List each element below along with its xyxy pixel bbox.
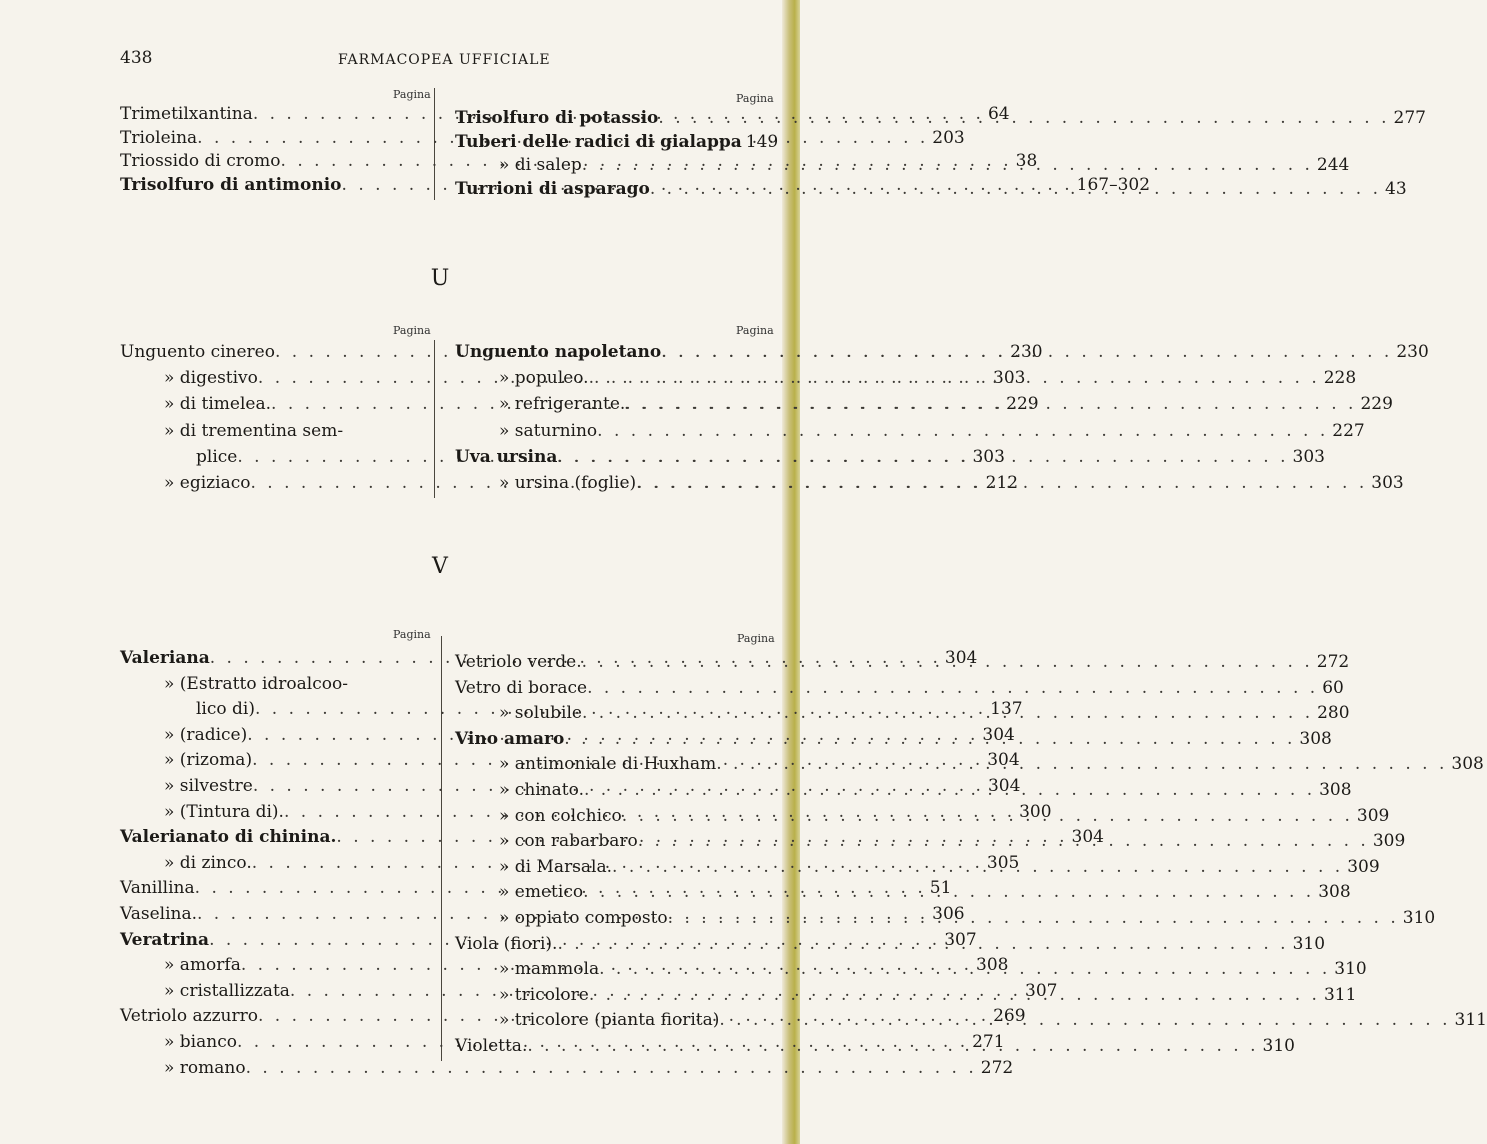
pagina-label: Pagina [736,324,774,337]
entry-name: » (Estratto idroalcoo- [164,673,348,694]
leader-dots [599,959,1330,981]
index-entry [120,674,472,696]
leader-dots [661,342,1392,364]
leader-dots [348,674,468,696]
entry-page: 229 [1006,394,1039,415]
leader-dots [343,421,468,443]
entry-page: 304 [944,648,978,668]
pagina-label: Pagina [393,324,431,337]
pagina-label: Pagina [393,88,431,101]
entry-page: 304 [982,724,1015,745]
page-number: 438 [120,48,153,68]
leader-dots [650,179,1381,201]
entry-page: 137 [990,699,1023,720]
entry-page: 303 [993,368,1026,389]
entry-name: » solubile [499,703,582,724]
entry-name: » (rizoma) [164,750,253,771]
entry-name: » con colchico [499,805,622,826]
entry-page: 212 [985,473,1019,493]
index-entry [455,446,1325,469]
index-entry [455,420,1365,443]
entry-page: 303 [1292,446,1325,467]
leader-dots [638,831,1369,853]
entry-page: 271 [972,1032,1005,1052]
entry-page: 309 [1347,856,1380,877]
entry-page: 230 [1396,342,1429,362]
entry-name: Vino amaro [455,728,565,749]
entry-page: 303 [1371,473,1404,493]
entry-name: Tuberi delle radici di gialappa [455,131,742,152]
entry-page: 307 [1025,980,1058,1001]
index-entry [120,1057,1014,1080]
entry-page: 310 [1292,933,1326,954]
entry-page: 311 [1454,1010,1487,1031]
index-entry [455,677,1344,700]
entry-name: » antimoniale di Huxham [499,754,717,775]
entry-name: Trioleina [120,127,198,148]
entry-page: 203 [932,127,965,148]
entry-name: » di zinco. [164,852,252,873]
entry-page: 310 [1334,959,1367,980]
leader-dots [597,421,1328,443]
index-entry [455,394,1393,416]
leader-dots [658,108,1389,130]
leader-dots [583,882,1314,904]
entry-name: Trisolfuro di antimonio [120,174,342,195]
section-letter: V [432,554,448,579]
leader-dots [636,473,1367,495]
entry-name: » populeo. [499,368,589,389]
entry-page: 272 [980,1057,1014,1078]
entry-page: 228 [1323,368,1357,389]
entry-name: Veratrina [120,929,210,950]
pagina-label: Pagina [736,92,774,105]
entry-page: 309 [1372,831,1406,852]
entry-name: Vanillina [120,878,195,899]
entry-name: » emetico [499,882,584,903]
entry-page: 64 [987,104,1010,124]
entry-page: 305 [986,852,1020,873]
entry-name: Unguento napoletano [455,342,662,362]
entry-name: » (radice) [164,724,248,745]
entry-name: Trimetilxantina [120,104,253,124]
leader-dots [527,1036,1258,1058]
entry-name: Valeriana [120,648,210,668]
entry-page: 304 [987,750,1020,771]
entry-name: » (Tintura di). [164,801,284,822]
entry-page: 307 [944,929,977,950]
entry-page: 304 [1071,827,1104,848]
index-entry [120,421,472,443]
entry-page: 280 [1317,703,1350,724]
entry-name: » egiziaco [164,473,251,493]
leader-dots [589,985,1320,1007]
entry-page: 306 [932,904,965,924]
entry-page: 227 [1332,420,1365,441]
entry-name: » chinato. [499,780,584,800]
leader-dots [612,857,1343,879]
entry-page: 272 [1316,652,1350,672]
index-entry [455,131,779,154]
entry-page: 310 [1402,908,1436,928]
leader-dots [587,678,1318,700]
entry-page: 310 [1262,1036,1295,1056]
leader-dots [625,394,1356,416]
entry-page: 149 [745,131,779,152]
entry-name: Unguento cinereo [120,342,275,362]
entry-page: 309 [1356,805,1390,826]
entry-name: Vaselina. [120,904,197,924]
leader-dots [716,754,1447,776]
entry-name: » oppiato composto [499,908,668,928]
entry-name: Vetriolo azzurro [120,1006,258,1027]
entry-name: » di trementina sem- [164,420,344,441]
entry-name: » bianco [164,1032,237,1052]
entry-name: » con rabarbaro [499,831,638,852]
entry-page: 60 [1322,677,1344,698]
entry-page: 308 [1299,728,1332,749]
leader-dots [668,908,1399,930]
entry-name: » di timelea. [164,394,272,415]
entry-page: 269 [993,1006,1026,1027]
running-title: FARMACOPEA UFFICIALE [338,52,551,68]
entry-name: » amorfa [164,955,241,976]
entry-name: » tricolore (pianta fiorita) [499,1010,720,1031]
entry-page: 308 [976,955,1009,976]
leader-dots [564,729,1295,751]
index-entry [455,342,1429,364]
entry-name: » mammola [499,959,600,980]
entry-name: » refrigerante. [499,394,626,415]
entry-page: 51 [929,878,952,899]
entry-name: » di Marsala. [499,856,613,877]
leader-dots [582,703,1313,725]
pagina-label: Pagina [737,632,775,645]
entry-name: Vetriolo verde. [455,652,582,672]
section-letter: U [430,266,450,291]
entry-page: 229 [1360,394,1393,415]
leader-dots [582,652,1313,674]
leader-dots [719,1010,1450,1032]
entry-name: » tricolore [499,984,589,1005]
leader-dots [584,780,1315,802]
leader-dots [582,155,1313,177]
entry-page: 308 [1319,780,1352,800]
entry-page: 38 [1015,151,1038,171]
entry-name: » cristallizzata [164,980,290,1001]
entry-page: 308 [1318,882,1351,903]
entry-name: » saturnino [499,420,598,441]
entry-name: Valerianato di chinina. [120,827,337,848]
entry-name: Trisolfuro di potassio [455,108,659,128]
entry-name: plice [196,446,238,467]
pagina-label: Pagina [393,628,431,641]
entry-page: 303 [972,446,1005,467]
entry-page: 230 [1010,342,1043,362]
entry-page: 43 [1385,178,1407,199]
entry-name: » romano [164,1057,246,1078]
leader-dots [622,806,1353,828]
entry-name: Turrioni di asparago [455,178,650,199]
entry-page: 300 [1019,801,1052,822]
entry-page: 277 [1393,108,1426,128]
entry-name: lico di) [196,699,255,720]
entry-page: 304 [987,776,1021,796]
entry-page: 244 [1316,155,1350,175]
leader-dots [557,447,1288,469]
leader-dots [246,1058,977,1080]
entry-name: » digestivo [164,368,258,389]
entry-name: » di salep [499,155,582,175]
entry-page: 167–302 [1076,174,1151,195]
entry-page: 311 [1323,984,1357,1005]
entry-name: » ursina (foglie) [499,473,637,493]
entry-name: » silvestre [164,776,253,796]
entry-name: Uva ursina [455,446,558,467]
entry-name: Viola (fiori). [455,933,558,954]
entry-name: Vetro di borace [455,677,588,698]
entry-page: 308 [1451,754,1484,775]
entry-name: Violetta. [455,1036,528,1056]
entry-name: Triossido di cromo [120,151,281,171]
leader-dots [557,934,1288,956]
leader-dots [589,368,1320,390]
